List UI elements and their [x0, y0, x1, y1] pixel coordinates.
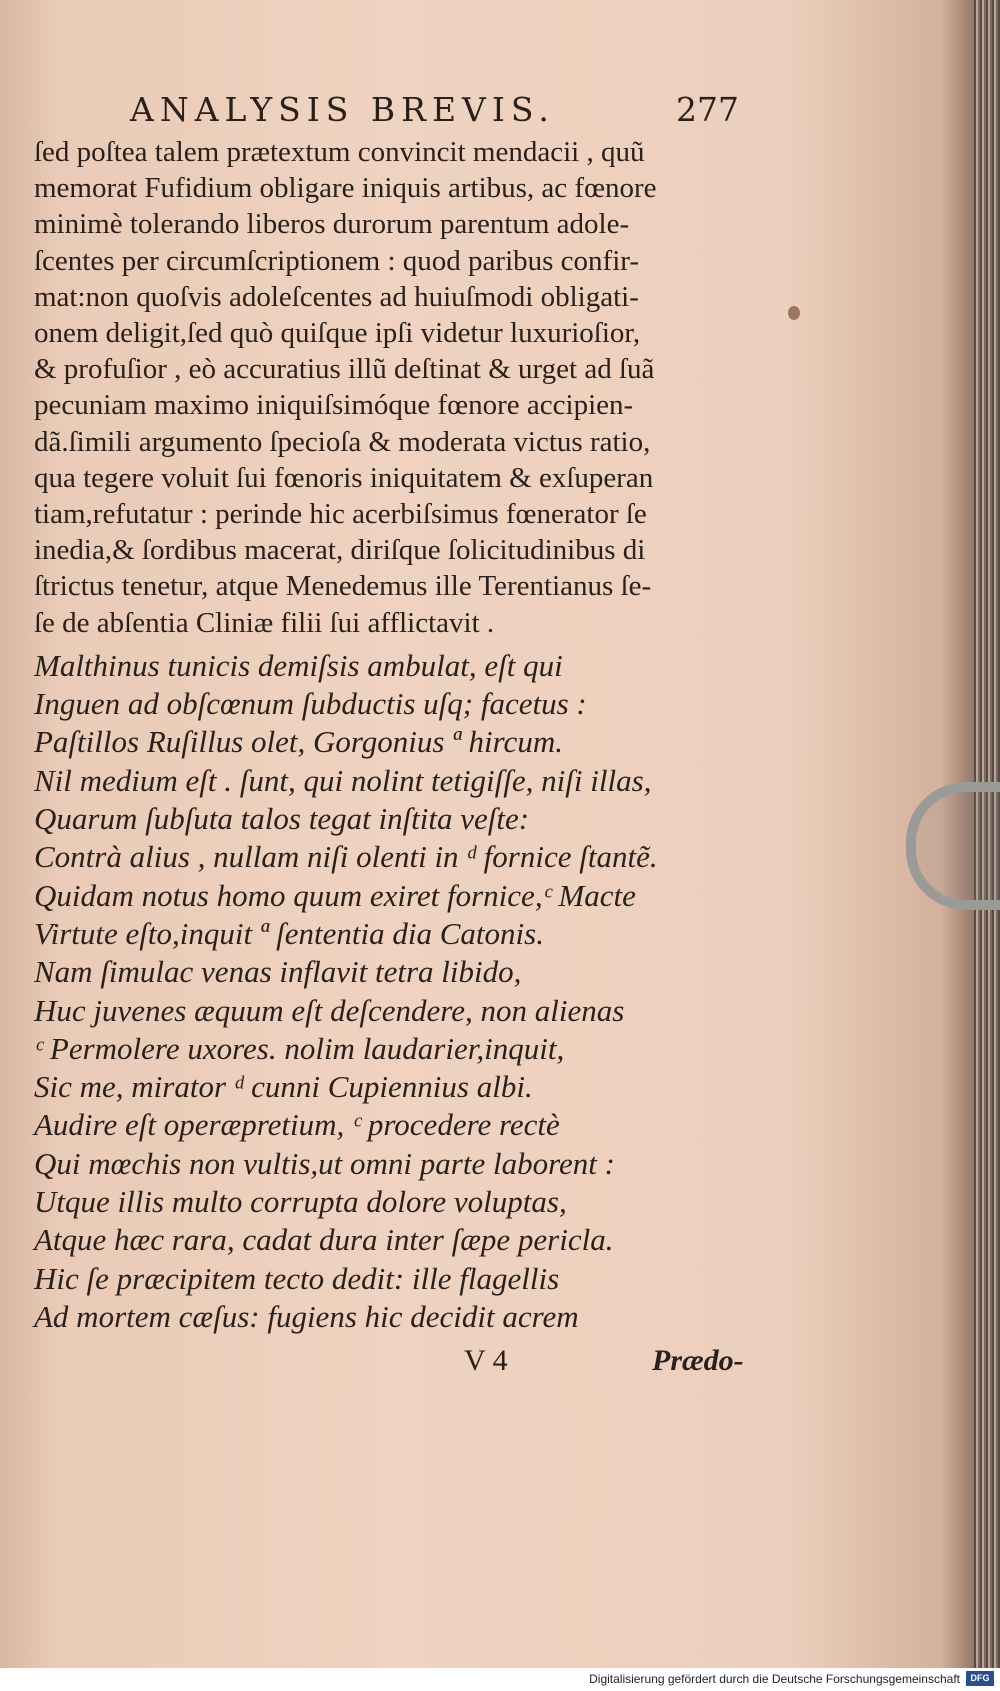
verse-line: Inguen ad obſcœnum ſubductis uſq; facetus : [34, 686, 587, 722]
dfg-logo: DFG [966, 1671, 994, 1686]
verse-line: Paſtillos Ruſillus olet, Gorgonius ª hircum. [34, 724, 563, 760]
catchword: Prædo- [652, 1344, 744, 1378]
digitization-footer [0, 1668, 1000, 1691]
prose-line: & profuſior , eò accuratius illũ deſtinat & urget ad ſuã [34, 353, 655, 386]
verse-line: Qui mœchis non vultis,ut omni parte laborent : [34, 1145, 615, 1181]
funding-credit: Digitalisierung gefördert durch die Deutsche Forschungsgemeinschaft [589, 1672, 960, 1686]
verse-line: Nam ſimulac venas inflavit tetra libido, [34, 954, 522, 990]
verse-line: Nil medium eſt . ſunt, qui nolint tetigiſſe, niſi illas, [34, 762, 652, 798]
prose-line: qua tegere voluit ſui fœnoris iniquitatem & exſuperan [34, 461, 654, 494]
prose-line: memorat Fufidium obligare iniquis artibus, ac fœnore [34, 172, 657, 205]
verse-line: Huc juvenes æquum eſt deſcendere, non alienas [34, 992, 625, 1028]
signature-mark: V 4 [464, 1344, 508, 1378]
prose-line: onem deligit,ſed quò quiſque ipſi videtur luxurioſior, [34, 317, 641, 350]
page-text [34, 86, 754, 1384]
verse-line: Hic ſe præcipitem tecto dedit: ille flagellis [34, 1260, 560, 1296]
verse-quotation [34, 647, 754, 1336]
prose-line: pecuniam maximo iniquiſsimóque fœnore accipien- [34, 389, 634, 422]
commentary-prose [34, 134, 754, 641]
prose-line: ſed poſtea talem prætextum convincit mendacii , quũ [34, 136, 645, 168]
verse-line: Contrà alius , nullam niſi olenti in ᵈ fornice ſtantẽ. [34, 839, 658, 875]
prose-line: ſtrictus tenetur, atque Menedemus ille Terentianus ſe- [34, 570, 652, 603]
verse-line: Ad mortem cæſus: fugiens hic decidit acrem [34, 1298, 579, 1334]
running-header [34, 86, 754, 134]
verse-line: Quidam notus homo quum exiret fornice,ᶜ Macte [34, 877, 636, 913]
verse-line: Audire eſt operæpretium, ᶜ procedere rectè [34, 1107, 560, 1143]
prose-line: mat:non quoſvis adoleſcentes ad huiuſmodi obligati- [34, 280, 639, 313]
prose-line: tiam,refutatur : perinde hic acerbiſsimus fœnerator ſe [34, 498, 647, 531]
verse-line: Atque hæc rara, cadat dura inter ſæpe pericla. [34, 1222, 614, 1258]
page-foot [34, 1340, 754, 1384]
foxing-spot [788, 306, 800, 320]
page-number: 277 [676, 90, 739, 129]
verse-line: Virtute eſto,inquit ª ſententia dia Catonis. [34, 915, 544, 951]
verse-line: Malthinus tunicis demiſsis ambulat, eſt qui [34, 647, 563, 683]
prose-line: ſe de abſentia Cliniæ filii ſui afflictavit . [34, 606, 495, 639]
prose-line: ſcentes per circumſcriptionem : quod paribus confir- [34, 244, 639, 277]
verse-line: Sic me, mirator ᵈ cunni Cupiennius albi. [34, 1069, 533, 1105]
verse-line: Quarum ſubſuta talos tegat inſtita veſte: [34, 801, 530, 837]
prose-line: minimè tolerando liberos durorum parentum adole- [34, 208, 630, 241]
verse-line: ᶜ Permolere uxores. nolim laudarier,inquit, [34, 1030, 565, 1066]
running-title: ANALYSIS BREVIS. [130, 90, 555, 129]
prose-line: dã.ſimili argumento ſpecioſa & moderata victus ratio, [34, 425, 651, 458]
prose-line: inedia,& ſordibus macerat, diriſque ſolicitudinibus di [34, 534, 646, 567]
verse-line: Utque illis multo corrupta dolore voluptas, [34, 1184, 567, 1219]
